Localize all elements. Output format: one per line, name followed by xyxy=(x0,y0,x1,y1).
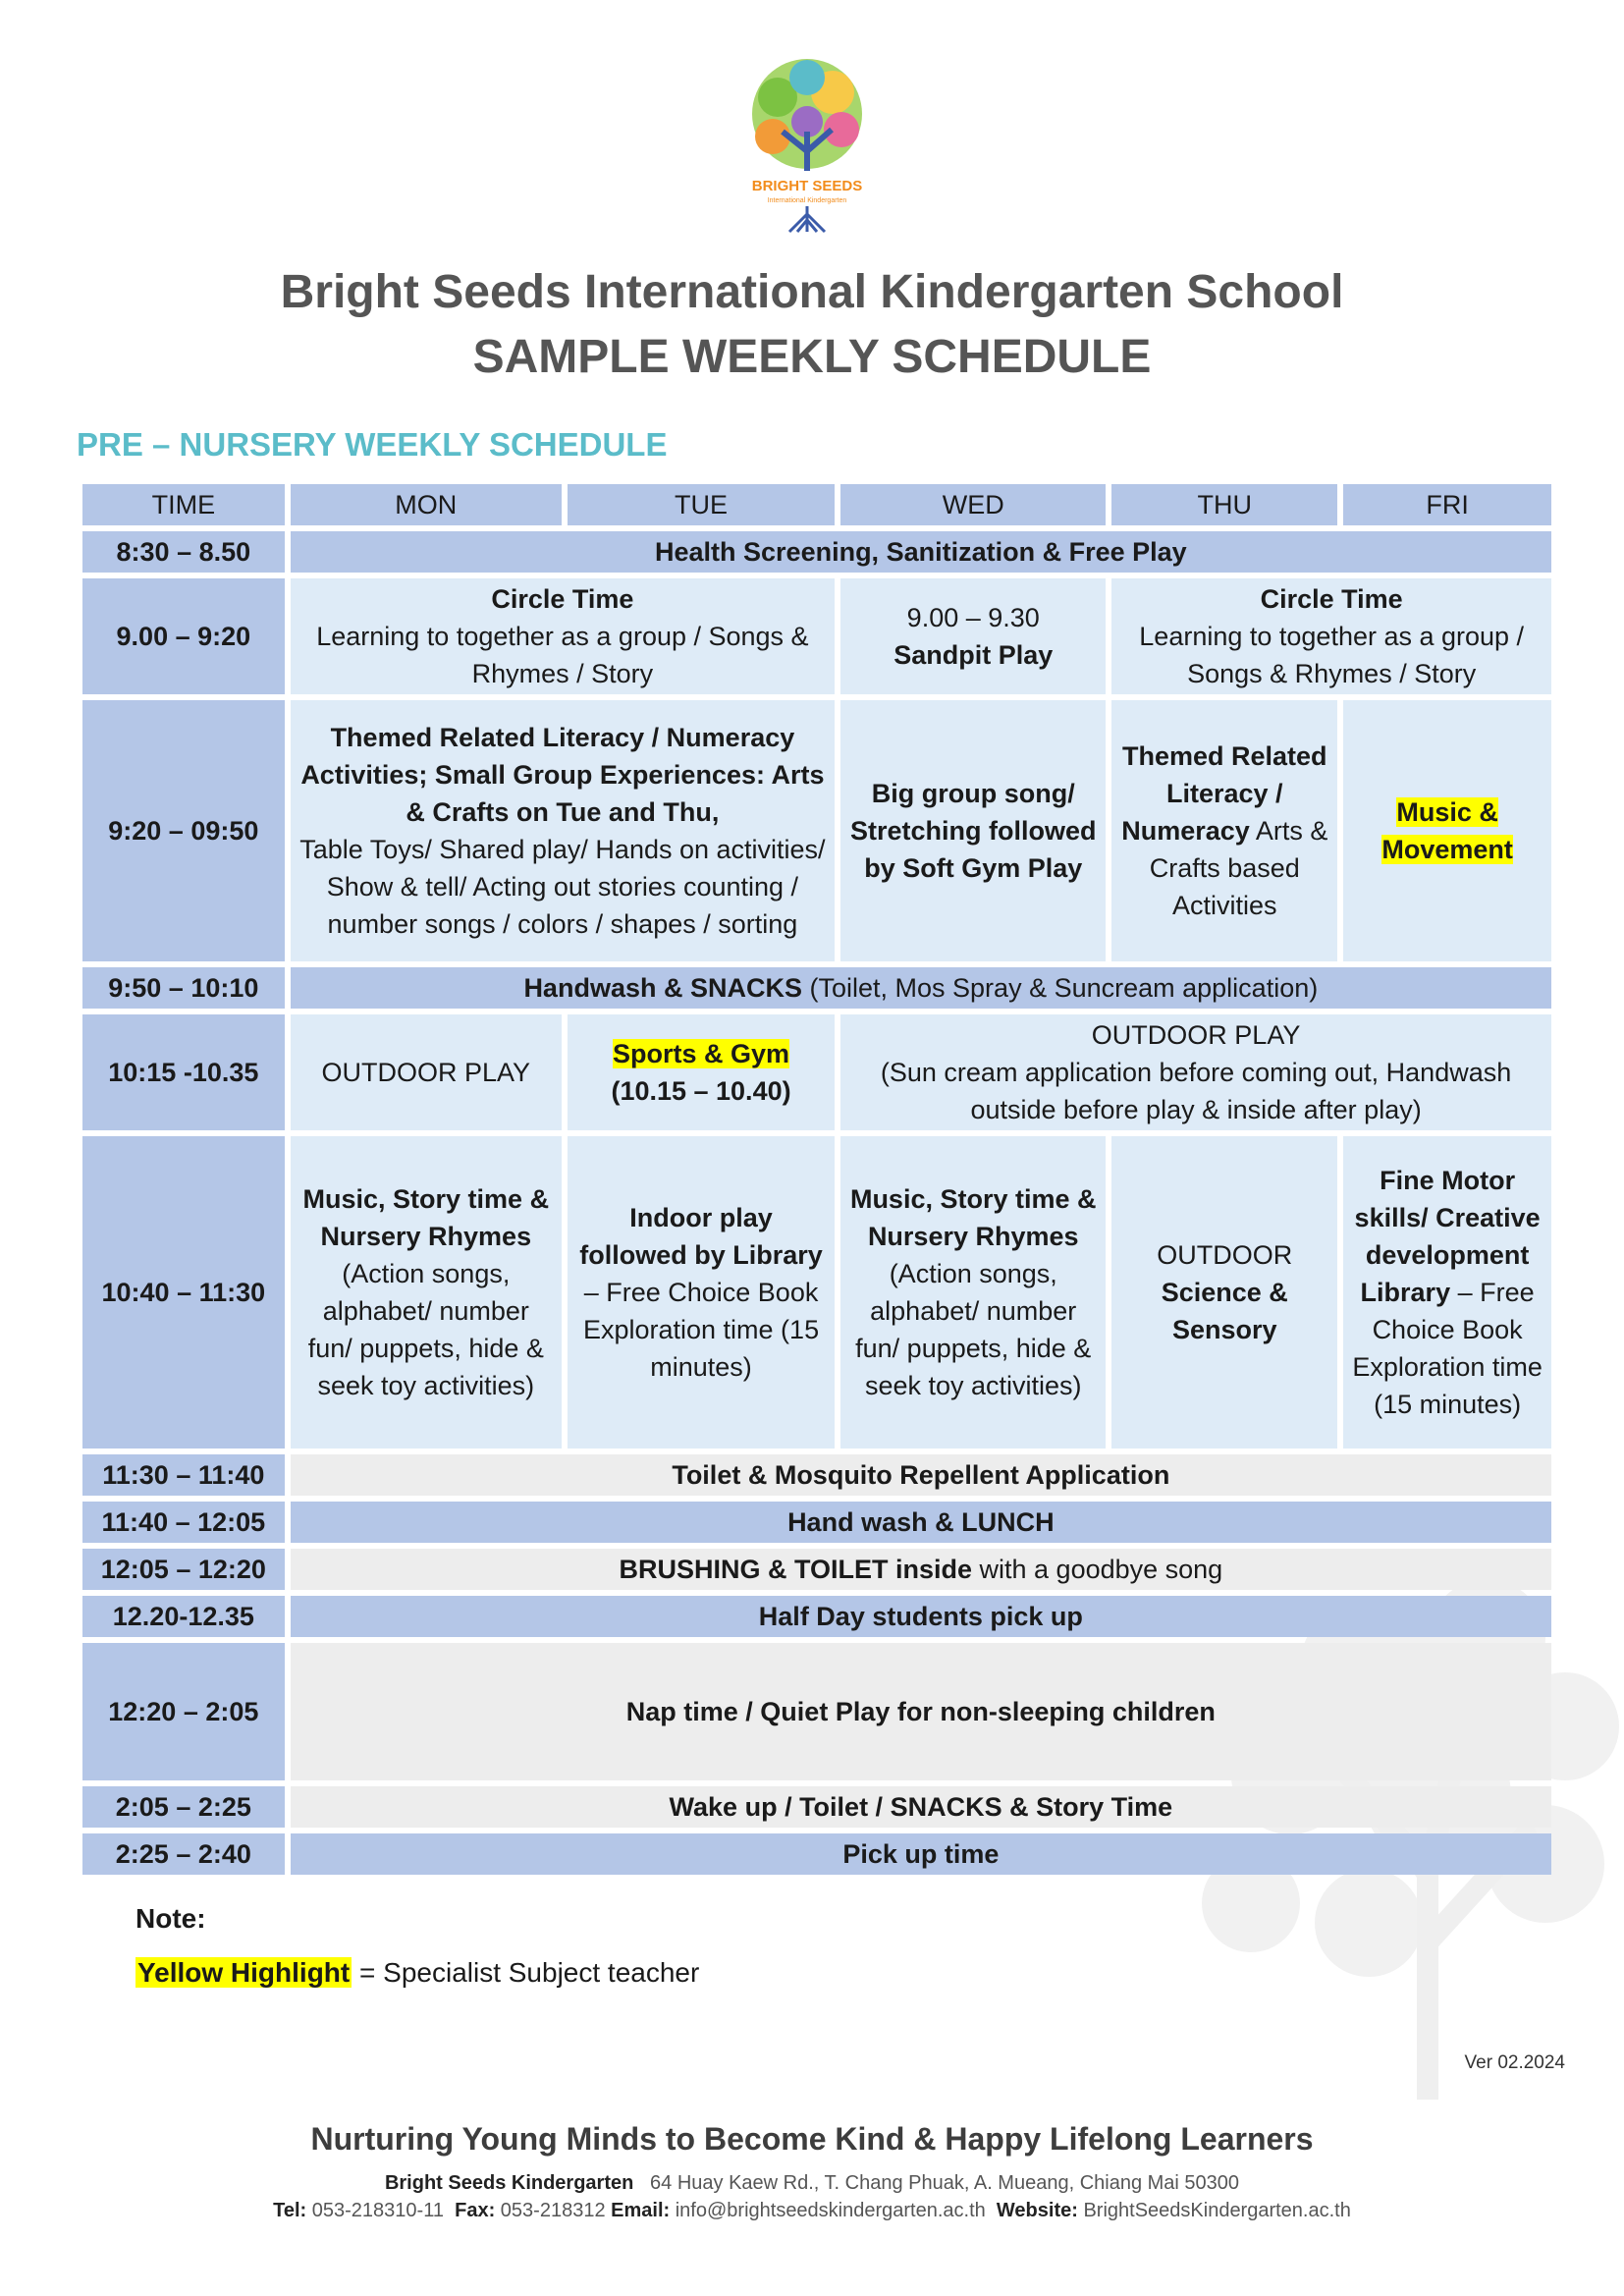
activity-body: Arts & Crafts based Activities xyxy=(1149,816,1328,920)
version-label: Ver 02.2024 xyxy=(1464,2052,1565,2073)
activity-body: (Toilet, Mos Spray & Suncream application) xyxy=(809,973,1319,1003)
table-row xyxy=(82,1596,1551,1637)
table-row xyxy=(82,1136,1551,1449)
website-link[interactable]: BrightSeedsKindergarten.ac.th xyxy=(1083,2200,1351,2221)
fax-label: Fax: xyxy=(455,2200,496,2221)
activity-cell xyxy=(840,1136,1106,1449)
activity-body: Science & Sensory xyxy=(1161,1278,1288,1344)
footer-contact xyxy=(0,2200,1624,2222)
activity-title: Fine Motor skills/ Creative development Library xyxy=(1354,1166,1541,1307)
col-header-fri: FRI xyxy=(1343,484,1551,525)
table-row xyxy=(82,578,1551,694)
email-link[interactable]: info@brightseedskindergarten.ac.th xyxy=(675,2200,986,2221)
activity-time: (10.15 – 10.40) xyxy=(611,1076,791,1106)
time-cell: 8:30 – 8.50 xyxy=(82,531,285,573)
time-cell: 12:05 – 12:20 xyxy=(82,1549,285,1590)
bright-seeds-logo xyxy=(738,53,876,234)
table-row xyxy=(82,1454,1551,1496)
activity-title: Sandpit Play xyxy=(893,640,1054,670)
table-row xyxy=(82,1643,1551,1780)
activity-body: – Free Choice Book Exploration time (15 minutes) xyxy=(582,1278,820,1382)
table-row xyxy=(82,967,1551,1009)
activity-cell xyxy=(840,1014,1551,1130)
col-header-tue: TUE xyxy=(568,484,835,525)
activity-title: Circle Time xyxy=(1260,584,1403,614)
address-text: 64 Huay Kaew Rd., T. Chang Phuak, A. Mueang, Chiang Mai 50300 xyxy=(650,2172,1240,2194)
activity-body: Learning to together as a group / Songs & Rhymes / Story xyxy=(1139,622,1525,688)
activity-cell: Toilet & Mosquito Repellent Application xyxy=(291,1454,1551,1496)
footer-address xyxy=(0,2172,1624,2195)
activity-cell: Big group song/ Stretching followed by Soft Gym Play xyxy=(840,700,1106,961)
table-row xyxy=(82,1833,1551,1875)
time-cell: 9:50 – 10:10 xyxy=(82,967,285,1009)
tel-value: 053-218310-11 xyxy=(311,2200,444,2221)
email-label: Email: xyxy=(611,2200,671,2221)
fax-value: 053-218312 xyxy=(500,2200,606,2221)
activity-cell xyxy=(1343,1136,1551,1449)
weekly-schedule-table xyxy=(77,478,1557,1881)
time-cell: 12.20-12.35 xyxy=(82,1596,285,1637)
note-legend xyxy=(135,1957,699,1989)
table-row xyxy=(82,1502,1551,1543)
activity-cell xyxy=(1111,578,1551,694)
school-title: Bright Seeds International Kindergarten School xyxy=(280,266,1344,318)
activity-cell xyxy=(291,578,835,694)
activity-cell: Wake up / Toilet / SNACKS & Story Time xyxy=(291,1786,1551,1828)
activity-title: Themed Related Literacy / Numeracy xyxy=(1121,741,1327,846)
activity-cell: OUTDOOR PLAY xyxy=(291,1014,562,1130)
col-header-time: TIME xyxy=(82,484,285,525)
time-cell: 9:20 – 09:50 xyxy=(82,700,285,961)
activity-title: OUTDOOR xyxy=(1157,1240,1293,1270)
activity-cell: Health Screening, Sanitization & Free Play xyxy=(291,531,1551,573)
school-name: Bright Seeds Kindergarten xyxy=(384,2172,634,2194)
activity-title: OUTDOOR PLAY xyxy=(1091,1020,1301,1050)
legend-text: = Specialist Subject teacher xyxy=(359,1957,700,1988)
specialist-highlight: Sports & Gym xyxy=(613,1039,790,1068)
table-row xyxy=(82,1014,1551,1130)
activity-body: (Action songs, alphabet/ number fun/ puppets, hide & seek toy activities) xyxy=(855,1259,1092,1400)
table-row xyxy=(82,531,1551,573)
activity-title: Circle Time xyxy=(491,584,634,614)
activity-title: Themed Related Literacy / Numeracy Activities; Small Group Experiences: Arts & Crafts on Tue and Thu, xyxy=(300,723,825,827)
activity-cell: Half Day students pick up xyxy=(291,1596,1551,1637)
activity-cell xyxy=(291,700,835,961)
legend-highlight: Yellow Highlight xyxy=(137,1957,351,1988)
activity-cell xyxy=(1111,700,1337,961)
activity-cell xyxy=(568,1136,835,1449)
activity-cell xyxy=(840,578,1106,694)
activity-time: 9.00 – 9.30 xyxy=(906,603,1040,632)
activity-cell xyxy=(1343,700,1551,961)
activity-cell: Pick up time xyxy=(291,1833,1551,1875)
time-cell: 10:40 – 11:30 xyxy=(82,1136,285,1449)
activity-body: (Sun cream application before coming out, Handwash outside before play & inside after play) xyxy=(880,1058,1512,1124)
activity-cell xyxy=(1111,1136,1337,1449)
table-row xyxy=(82,1786,1551,1828)
tel-label: Tel: xyxy=(273,2200,307,2221)
specialist-highlight: Music & Movement xyxy=(1381,797,1513,864)
table-row xyxy=(82,1549,1551,1590)
activity-title: Handwash & SNACKS xyxy=(523,973,802,1003)
activity-cell xyxy=(291,967,1551,1009)
time-cell: 2:25 – 2:40 xyxy=(82,1833,285,1875)
svg-text:BRIGHT SEEDS: BRIGHT SEEDS xyxy=(751,178,863,194)
website-label: Website: xyxy=(996,2200,1078,2221)
table-row xyxy=(82,700,1551,961)
activity-body: Learning to together as a group / Songs & Rhymes / Story xyxy=(316,622,809,688)
activity-title: Music, Story time & Nursery Rhymes xyxy=(849,1184,1097,1251)
activity-cell xyxy=(568,1014,835,1130)
section-title: PRE – NURSERY WEEKLY SCHEDULE xyxy=(77,426,668,463)
svg-text:International Kindergarten: International Kindergarten xyxy=(767,197,847,204)
activity-body: Table Toys/ Shared play/ Hands on activities/ Show & tell/ Acting out stories counting / number songs / colors / shapes / sorting xyxy=(299,835,826,939)
activity-cell: Nap time / Quiet Play for non-sleeping children xyxy=(291,1643,1551,1780)
time-cell: 11:40 – 12:05 xyxy=(82,1502,285,1543)
activity-cell xyxy=(291,1136,562,1449)
col-header-thu: THU xyxy=(1111,484,1337,525)
schedule-title: SAMPLE WEEKLY SCHEDULE xyxy=(472,331,1152,383)
activity-body: with a goodbye song xyxy=(979,1555,1223,1584)
time-cell: 11:30 – 11:40 xyxy=(82,1454,285,1496)
activity-cell: Hand wash & LUNCH xyxy=(291,1502,1551,1543)
activity-title: Music, Story time & Nursery Rhymes xyxy=(302,1184,550,1251)
time-cell: 2:05 – 2:25 xyxy=(82,1786,285,1828)
col-header-mon: MON xyxy=(291,484,562,525)
activity-title: Indoor play followed by Library xyxy=(579,1203,823,1270)
activity-title: BRUSHING & TOILET inside xyxy=(619,1555,972,1584)
activity-body: (Action songs, alphabet/ number fun/ puppets, hide & seek toy activities) xyxy=(307,1259,544,1400)
note-label: Note: xyxy=(135,1903,206,1934)
activity-cell xyxy=(291,1549,1551,1590)
header-row xyxy=(82,484,1551,525)
footer-slogan: Nurturing Young Minds to Become Kind & Happy Lifelong Learners xyxy=(310,2121,1314,2157)
time-cell: 10:15 -10.35 xyxy=(82,1014,285,1130)
col-header-wed: WED xyxy=(840,484,1106,525)
time-cell: 12:20 – 2:05 xyxy=(82,1643,285,1780)
activity-body: – Free Choice Book Exploration time (15 minutes) xyxy=(1352,1278,1543,1419)
time-cell: 9.00 – 9:20 xyxy=(82,578,285,694)
